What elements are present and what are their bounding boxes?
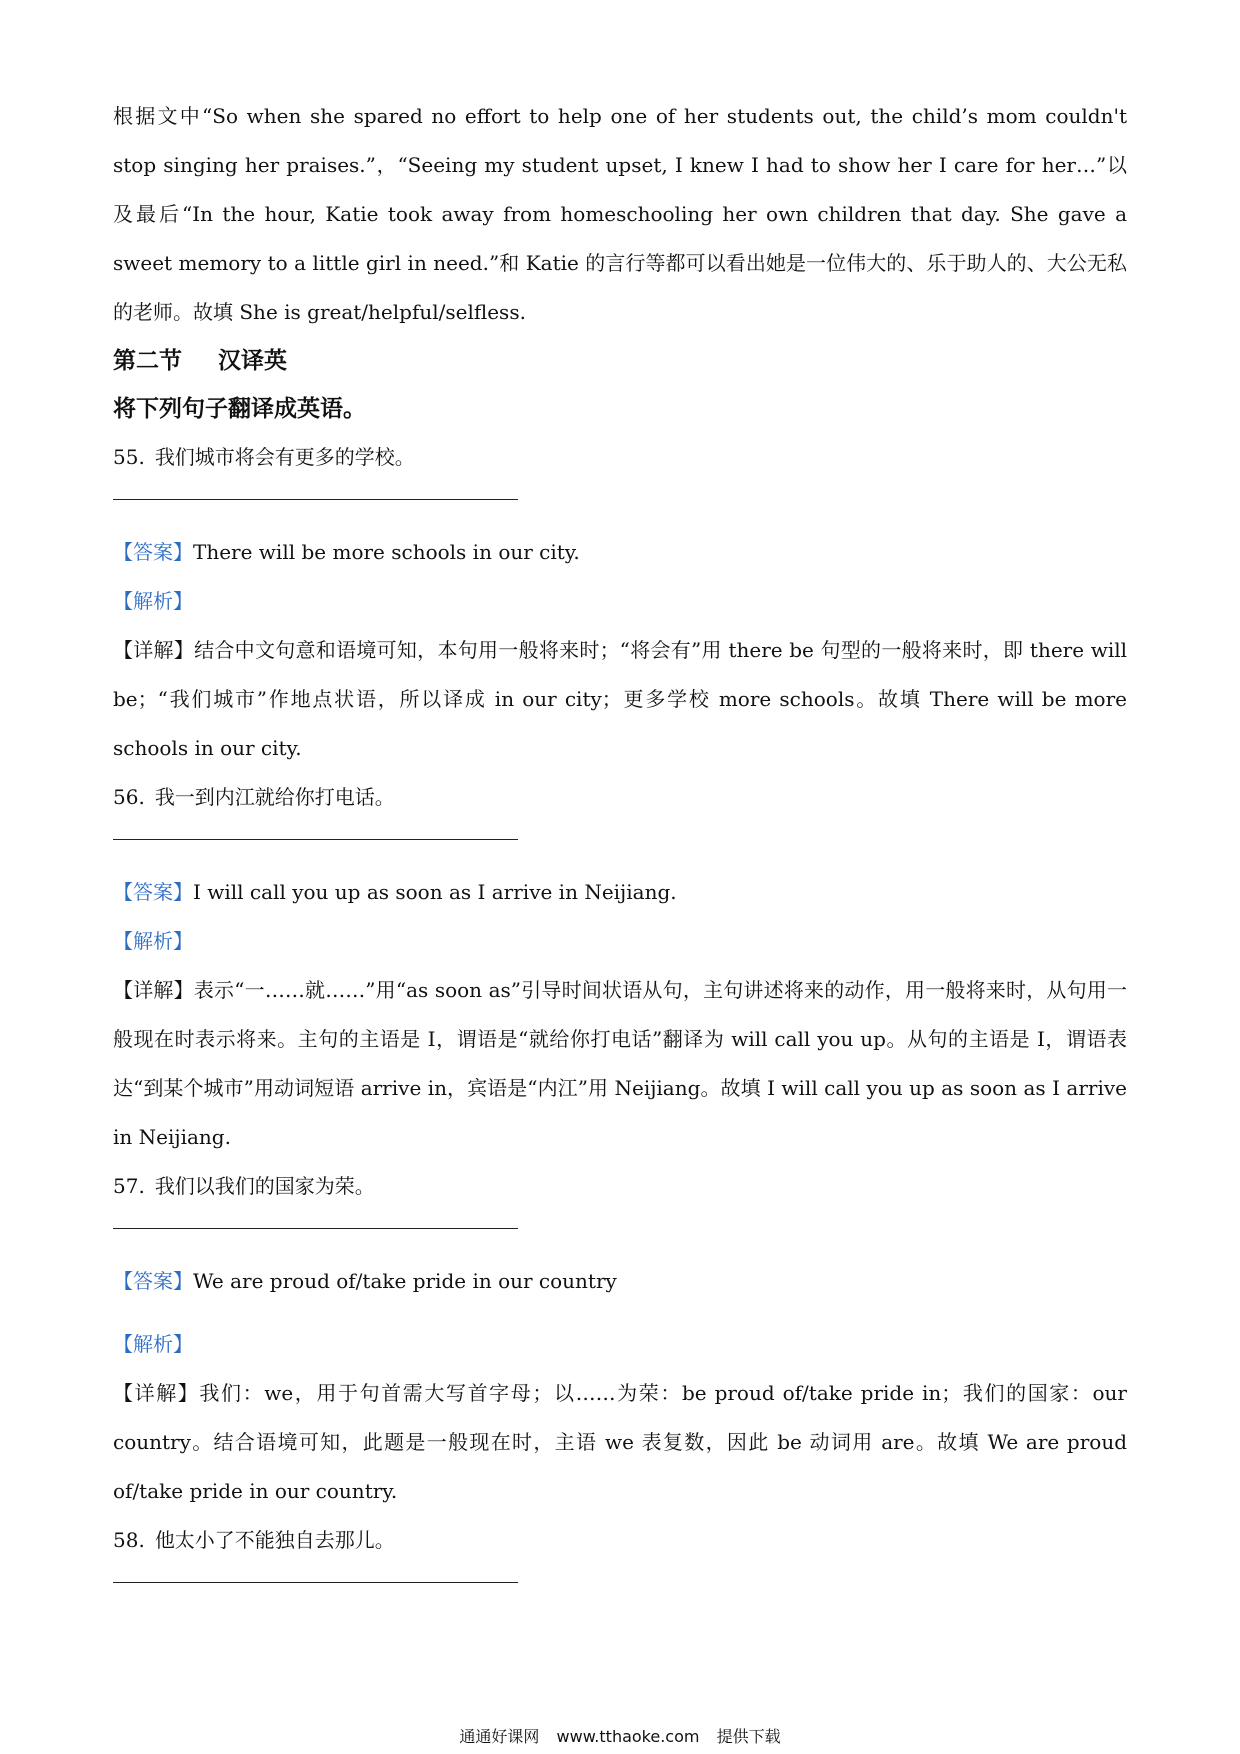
question-block [113, 773, 1127, 1162]
detail-tag: 【详解】 [113, 978, 194, 1002]
document-page [113, 92, 1127, 1611]
question-number: 57. [113, 1174, 145, 1198]
question-prompt [113, 1162, 1127, 1210]
detail-paragraph [113, 966, 1127, 1162]
detail-text: 表示“一……就……”用“as soon as”引导时间状语从句，主句讲述将来的动作，用一般将来时，从句用一般现在时表示将来。主句的主语是 I，谓语是“就给你打电话”翻译为 will call you up。从句的主语是 I，谓语表达“到某个城市”用动词短语 arrive in，宾语是“内江”用 Neijiang。故填 I will call you up as soon as I arrive in Neijiang. [113, 978, 1128, 1149]
footer-site-name: 通通好课网 [459, 1727, 540, 1746]
answer-tag: 【答案】 [113, 1269, 193, 1293]
section-subtitle: 汉译英 [218, 348, 287, 374]
question-prompt [113, 433, 1127, 481]
detail-paragraph [113, 626, 1127, 773]
detail-paragraph [113, 1369, 1127, 1516]
section-instruction: 将下列句子翻译成英语。 [113, 396, 366, 422]
section-title: 第二节 [113, 348, 182, 374]
question-prompt [113, 773, 1127, 821]
question-block [113, 1162, 1127, 1516]
question-prompt [113, 1516, 1127, 1564]
answer-blank-line [113, 499, 518, 500]
question-number: 58. [113, 1528, 145, 1552]
answer-blank-line [113, 1228, 518, 1229]
footer-url[interactable]: www.tthaoke.com [556, 1727, 700, 1746]
analysis-line [113, 577, 1127, 626]
question-text: 我们以我们的国家为荣。 [154, 1174, 375, 1198]
analysis-line [113, 1320, 1127, 1369]
section-heading [113, 337, 1127, 385]
answer-text: We are proud of/take pride in our country [193, 1269, 617, 1293]
question-number: 56. [113, 785, 145, 809]
question-number: 55. [113, 445, 145, 469]
answer-tag: 【答案】 [113, 540, 193, 564]
answer-line [113, 1257, 1127, 1306]
answer-blank-line [113, 1582, 518, 1583]
question-text: 我们城市将会有更多的学校。 [154, 445, 415, 469]
detail-text: 我们：we，用于句首需大写首字母；以……为荣：be proud of/take pride in；我们的国家：our country。结合语境可知，此题是一般现在时，主语 we 表复数，因此 be 动词用 are。故填 We are proud of/take pride in our country. [113, 1381, 1127, 1503]
detail-tag: 【详解】 [113, 1381, 200, 1405]
answer-line [113, 528, 1127, 577]
page-footer [0, 1724, 1240, 1747]
footer-note: 提供下载 [716, 1727, 781, 1746]
analysis-tag: 【解析】 [113, 589, 193, 613]
answer-tag: 【答案】 [113, 880, 193, 904]
question-block [113, 1516, 1127, 1583]
answer-text: I will call you up as soon as I arrive in Neijiang. [193, 880, 677, 904]
answer-blank-line [113, 839, 518, 840]
question-text: 他太小了不能独自去那儿。 [154, 1528, 395, 1552]
analysis-tag: 【解析】 [113, 1332, 193, 1356]
answer-text: There will be more schools in our city. [193, 540, 580, 564]
question-block [113, 433, 1127, 773]
answer-line [113, 868, 1127, 917]
analysis-tag: 【解析】 [113, 929, 193, 953]
analysis-line [113, 917, 1127, 966]
detail-text: 结合中文句意和语境可知，本句用一般将来时；“将会有”用 there be 句型的一般将来时，即 there will be；“我们城市”作地点状语，所以译成 in our city；更多学校 more schools。故填 There will be more schools in our city. [113, 638, 1128, 760]
detail-tag: 【详解】 [113, 638, 195, 662]
intro-paragraph: 根据文中“So when she spared no effort to help one of her students out, the child’s mom couldn't stop singing her praises.”，“Seeing my student upset, I knew I had to show her I care for her…”以及最后“In the hour, Katie took away from homeschooling her own children that day. She gave a sweet memory to a little girl in need.”和 Katie 的言行等都可以看出她是一位伟大的、乐于助人的、大公无私的老师。故填 She is great/helpful/selfless. [113, 104, 1127, 324]
question-text: 我一到内江就给你打电话。 [154, 785, 395, 809]
